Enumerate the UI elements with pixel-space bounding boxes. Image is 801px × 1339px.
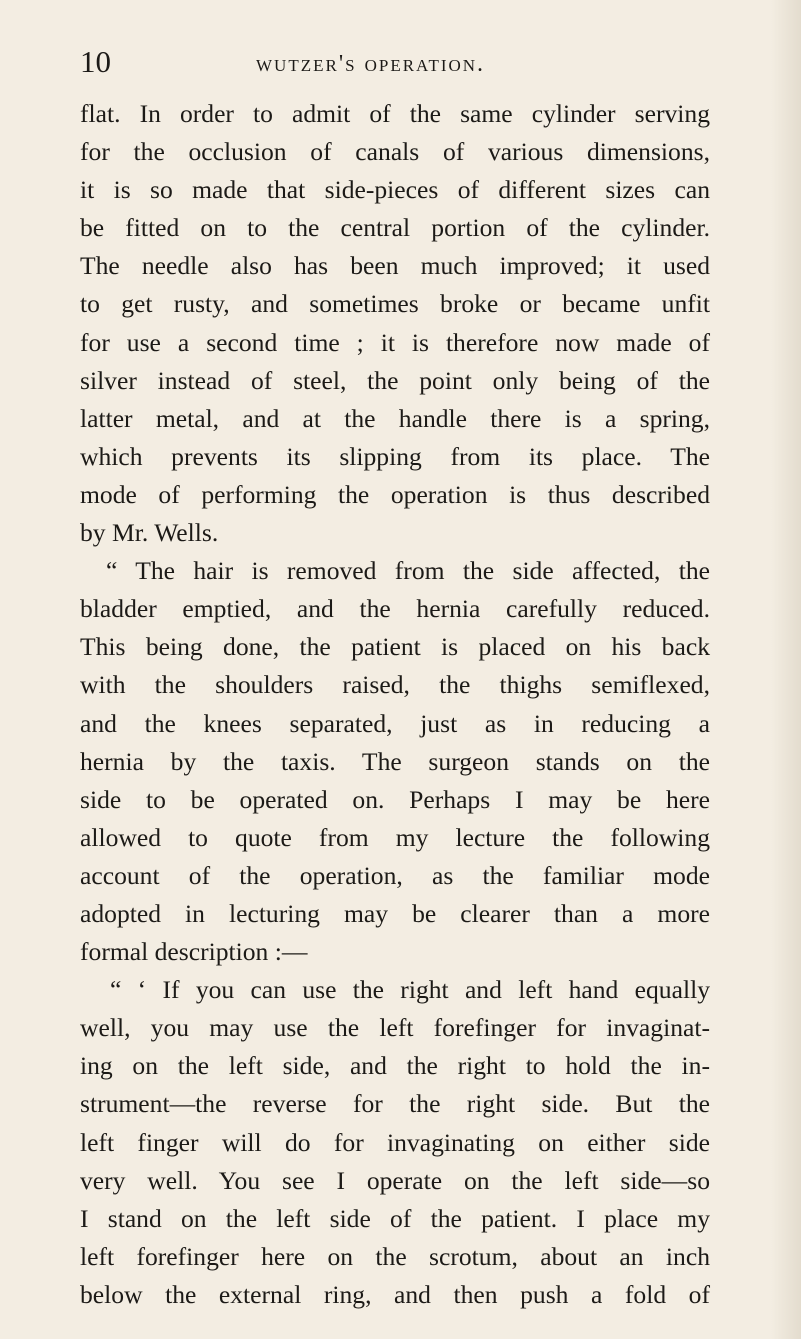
text-line: strument—the reverse for the right side. But the [80, 1089, 710, 1119]
page-edge-shadow [771, 0, 801, 1339]
text-line: by Mr. Wells. [80, 518, 219, 548]
text-line: to get rusty, and sometimes broke or became unfit [80, 289, 710, 319]
text-line: silver instead of steel, the point only being of the [80, 365, 710, 395]
text-line: for use a second time ; it is therefore now made of [80, 327, 710, 357]
text-line: mode of performing the operation is thus described [80, 479, 710, 509]
running-title: wutzer's operation. [256, 51, 486, 77]
text-line: bladder emptied, and the hernia carefully reduced. [80, 594, 710, 624]
text-line: “ ‘ If you can use the right and left hand equally [110, 975, 710, 1005]
text-line: This being done, the patient is placed on his back [80, 632, 710, 662]
text-line: hernia by the taxis. The surgeon stands on the [80, 746, 710, 776]
page-number: 10 [80, 44, 111, 79]
text-line: well, you may use the left forefinger for invaginat- [80, 1013, 710, 1043]
text-line: account of the operation, as the familiar mode [80, 860, 710, 890]
text-line: ing on the left side, and the right to hold the in- [80, 1051, 710, 1081]
text-line: “ The hair is removed from the side affected, the [106, 556, 710, 586]
text-line: flat. In order to admit of the same cylinder serving [80, 99, 710, 128]
running-head [80, 42, 710, 82]
text-line: latter metal, and at the handle there is a spring, [80, 403, 710, 433]
text-line: be fitted on to the central portion of the cylinder. [80, 213, 710, 243]
text-line: for the occlusion of canals of various dimensions, [80, 137, 710, 167]
text-line: side to be operated on. Perhaps I may be here [80, 784, 710, 814]
text-line: I stand on the left side of the patient. I place my [80, 1203, 710, 1233]
text-line: formal description :— [80, 937, 308, 967]
body-text [80, 95, 710, 1314]
text-line: allowed to quote from my lecture the following [80, 822, 710, 852]
text-line: which prevents its slipping from its place. The [80, 441, 710, 471]
text-line: and the knees separated, just as in reducing a [80, 708, 710, 738]
text-line: adopted in lecturing may be clearer than a more [80, 898, 710, 928]
text-line: The needle also has been much improved; it used [80, 251, 710, 281]
text-line: it is so made that side-pieces of different sizes can [80, 175, 710, 205]
text-line: with the shoulders raised, the thighs semiflexed, [80, 670, 710, 700]
text-line: left forefinger here on the scrotum, about an inch [80, 1241, 710, 1271]
text-line: below the external ring, and then push a fold of [80, 1279, 710, 1309]
text-line: left finger will do for invaginating on either side [80, 1127, 710, 1157]
text-line: very well. You see I operate on the left side—so [80, 1165, 710, 1195]
